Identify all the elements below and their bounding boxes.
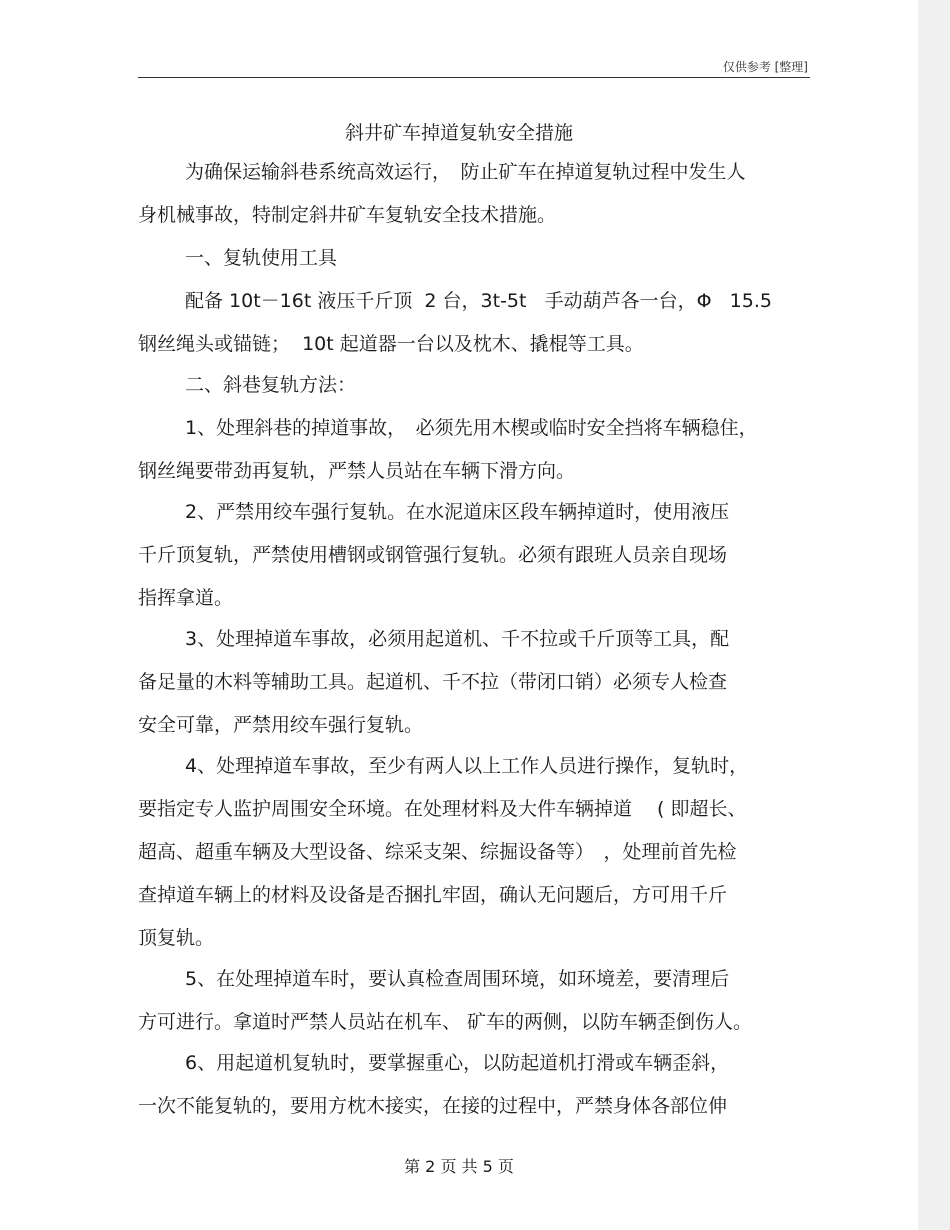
paragraph-line: 5、在处理掉道车时，要认真检查周围环境，如环境差，要清理后 bbox=[185, 968, 730, 990]
header-note: 仅供参考 [整理] bbox=[722, 60, 808, 74]
paragraph-line: 4、处理掉道车事故，至少有两人以上工作人员进行操作，复轨时， bbox=[185, 755, 749, 777]
paragraph-line: 超高、超重车辆及大型设备、综采支架、综掘设备等） ，处理前首先检 bbox=[138, 841, 737, 863]
paragraph-line: 指挥拿道。 bbox=[138, 587, 234, 609]
document-title: 斜井矿车掉道复轨安全措施 bbox=[344, 122, 573, 144]
paragraph-line: 3、处理掉道车事故，必须用起道机、千不拉或千斤顶等工具，配 bbox=[185, 628, 730, 650]
paragraph-line: 2、严禁用绞车强行复轨。在水泥道床区段车辆掉道时，使用液压 bbox=[185, 501, 730, 523]
page-number: 第 2 页 共 5 页 bbox=[404, 1157, 514, 1176]
paragraph-line: 顶复轨。 bbox=[138, 927, 215, 949]
section-heading: 一、复轨使用工具 bbox=[185, 247, 338, 269]
paragraph-line: 千斤顶复轨，严禁使用槽钢或钢管强行复轨。必须有跟班人员亲自现场 bbox=[138, 544, 728, 566]
paragraph-line: 一次不能复轨的，要用方枕木接实，在接的过程中，严禁身体各部位伸 bbox=[138, 1095, 728, 1117]
paragraph-line: 钢丝绳头或锚链； 10t 起道器一台以及枕木、撬棍等工具。 bbox=[138, 333, 644, 355]
paragraph-line: 要指定专人监护周围安全环境。在处理材料及大件车辆掉道 ( 即超长、 bbox=[138, 798, 747, 820]
paragraph-line: 方可进行。拿道时严禁人员站在机车、 矿车的两侧，以防车辆歪倒伤人。 bbox=[138, 1011, 753, 1033]
paragraph-line: 配备 10t－16t 液压千斤顶 2 台，3t-5t 手动葫芦各一台，Φ 15.5 bbox=[185, 290, 772, 312]
paragraph-line: 1、处理斜巷的掉道事故， 必须先用木楔或临时安全挡将车辆稳住， bbox=[185, 417, 758, 439]
paragraph-line: 钢丝绳要带劲再复轨，严禁人员站在车辆下滑方向。 bbox=[138, 460, 576, 482]
paragraph-line: 备足量的木料等辅助工具。起道机、千不拉（带闭口销）必须专人检查 bbox=[138, 671, 728, 693]
paragraph-line: 查掉道车辆上的材料及设备是否捆扎牢固，确认无问题后，方可用千斤 bbox=[138, 884, 728, 906]
header-divider bbox=[138, 77, 810, 78]
section-heading: 二、斜巷复轨方法： bbox=[185, 374, 357, 396]
paragraph-line: 6、用起道机复轨时，要掌握重心，以防起道机打滑或车辆歪斜， bbox=[185, 1052, 730, 1074]
paragraph-line: 为确保运输斜巷系统高效运行， 防止矿车在掉道复轨过程中发生人 bbox=[185, 161, 746, 183]
paragraph-line: 身机械事故，特制定斜井矿车复轨安全技术措施。 bbox=[138, 204, 557, 226]
paragraph-line: 安全可靠，严禁用绞车强行复轨。 bbox=[138, 714, 424, 736]
